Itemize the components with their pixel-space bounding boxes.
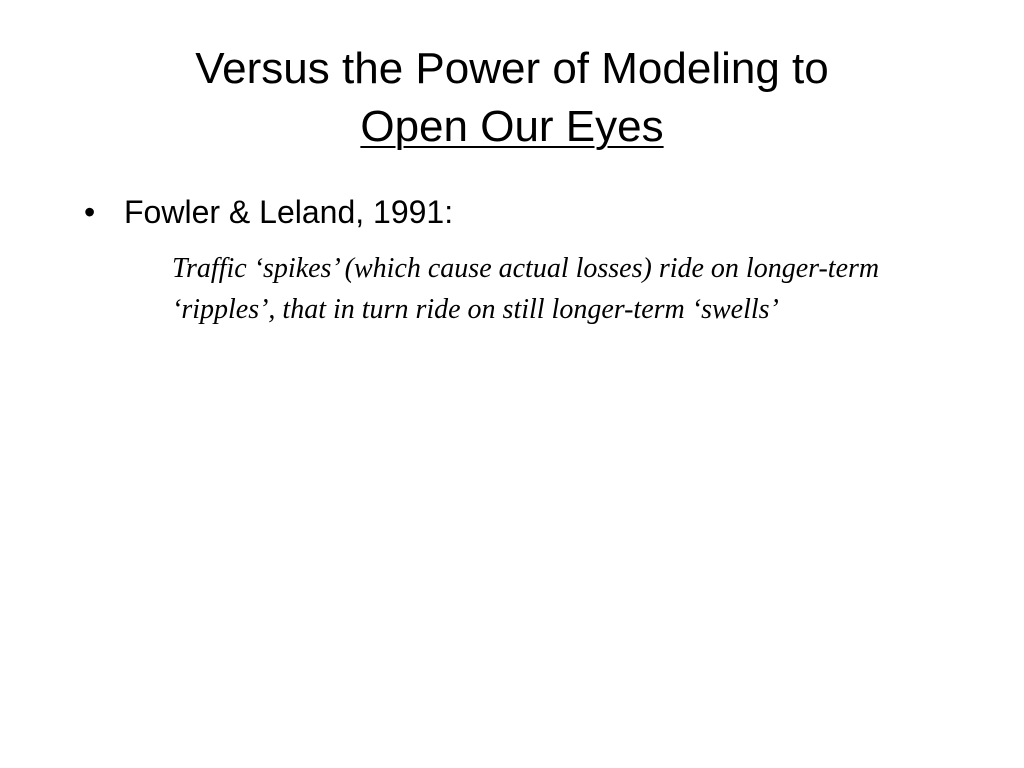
title-line-1: Versus the Power of Modeling to (195, 44, 829, 93)
bullet-item (84, 190, 453, 234)
quote-text: Traffic ‘spikes’ (which cause actual losses) ride on longer-term ‘ripples’, that in turn ride on still longer-term ‘swells’ (172, 253, 880, 325)
bullet-text: Fowler & Leland, 1991: (124, 194, 454, 230)
slide-title (0, 40, 1024, 156)
title-line-2: Open Our Eyes (360, 102, 664, 151)
bullet-marker: • (84, 194, 96, 230)
